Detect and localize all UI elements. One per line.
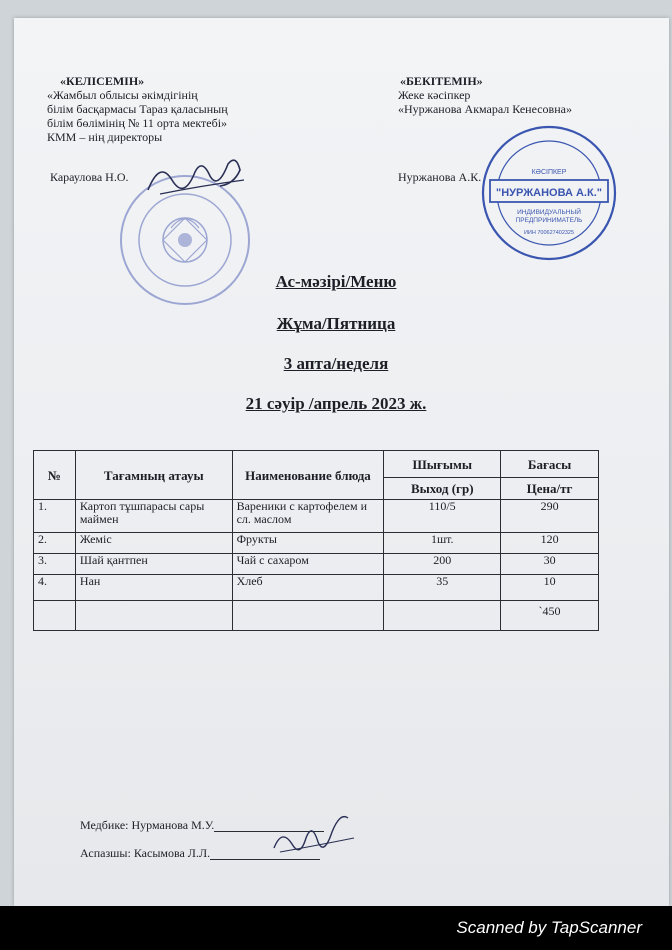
right-header-line-2: «Нуржанова Акмарал Кенесовна» <box>398 102 572 116</box>
header-name-kz: Тағамның атауы <box>75 451 232 500</box>
row-name-kz: Картоп тұшпарасы сары маймен <box>75 500 232 533</box>
row-output: 110/5 <box>384 500 501 533</box>
table-total-row <box>34 601 599 631</box>
header-output-ru: Выход (гр) <box>384 478 501 500</box>
stamp-label: КӘСІПКЕР <box>531 169 567 176</box>
day-title: Жұма/Пятница <box>276 314 396 333</box>
row-num: 1. <box>34 500 76 533</box>
table-header-row <box>34 451 599 478</box>
left-approval-title: «КЕЛІСЕМІН» <box>60 74 145 88</box>
right-header-line-1: Жеке кәсіпкер <box>398 88 471 102</box>
total-price: `450 <box>501 601 599 631</box>
week-title: 3 апта/неделя <box>283 354 389 373</box>
header-name-ru: Наименование блюда <box>232 451 384 500</box>
right-approval-title: «БЕКІТЕМІН» <box>400 74 483 88</box>
stamp-sub-1: ИНДИВИДУАЛЬНЫЙ <box>517 209 581 216</box>
left-header-line-3: білім бөлімінің № 11 орта мектебі» <box>47 116 228 130</box>
menu-title: Ас-мәзірі/Меню <box>275 272 397 291</box>
row-name-kz: Жеміс <box>75 533 232 554</box>
row-name-ru: Вареники с картофелем и сл. маслом <box>232 500 384 533</box>
table-row <box>34 554 599 575</box>
header-num: № <box>34 451 76 500</box>
cook-name: Аспазшы: Касымова Л.Л. <box>80 846 211 860</box>
left-signer-name: Караулова Н.О. <box>50 170 129 184</box>
row-num: 4. <box>34 575 76 601</box>
right-signer-name: Нуржанова А.К. <box>398 170 482 184</box>
right-company-stamp <box>478 122 620 264</box>
table-row <box>34 575 599 601</box>
row-output: 35 <box>384 575 501 601</box>
row-name-ru: Хлеб <box>232 575 384 601</box>
left-header-line-4: КММ – нің директоры <box>47 130 163 144</box>
header-price-ru: Цена/тг <box>501 478 599 500</box>
row-output: 200 <box>384 554 501 575</box>
table-row <box>34 533 599 554</box>
left-header-line-1: «Жамбыл облысы әкімдігінің <box>47 88 198 102</box>
header-output-kz: Шығымы <box>384 451 501 478</box>
stamp-iin: ИИН 700627402325 <box>523 230 575 236</box>
table-row <box>34 500 599 533</box>
row-price: 290 <box>501 500 599 533</box>
stamp-name: "НУРЖАНОВА А.К." <box>496 187 602 199</box>
left-header-line-2: білім басқармасы Тараз қаласының <box>47 102 228 116</box>
menu-table <box>33 450 599 631</box>
row-price: 120 <box>501 533 599 554</box>
nurse-signature-scribble <box>270 808 360 868</box>
stamp-sub-2: ПРЕДПРИНИМАТЕЛЬ <box>515 217 583 224</box>
row-name-kz: Шай қантпен <box>75 554 232 575</box>
date-title: 21 сәуір /апрель 2023 ж. <box>245 394 427 413</box>
row-num: 3. <box>34 554 76 575</box>
row-output: 1шт. <box>384 533 501 554</box>
nurse-name: Медбике: Нурманова М.У. <box>80 818 215 832</box>
scanner-watermark: Scanned by TapScanner <box>456 918 642 937</box>
row-name-ru: Фрукты <box>232 533 384 554</box>
row-price: 30 <box>501 554 599 575</box>
header-price-kz: Бағасы <box>501 451 599 478</box>
row-price: 10 <box>501 575 599 601</box>
scanner-footer-bar <box>0 906 672 950</box>
director-signature <box>140 150 250 210</box>
row-name-ru: Чай с сахаром <box>232 554 384 575</box>
row-name-kz: Нан <box>75 575 232 601</box>
row-num: 2. <box>34 533 76 554</box>
